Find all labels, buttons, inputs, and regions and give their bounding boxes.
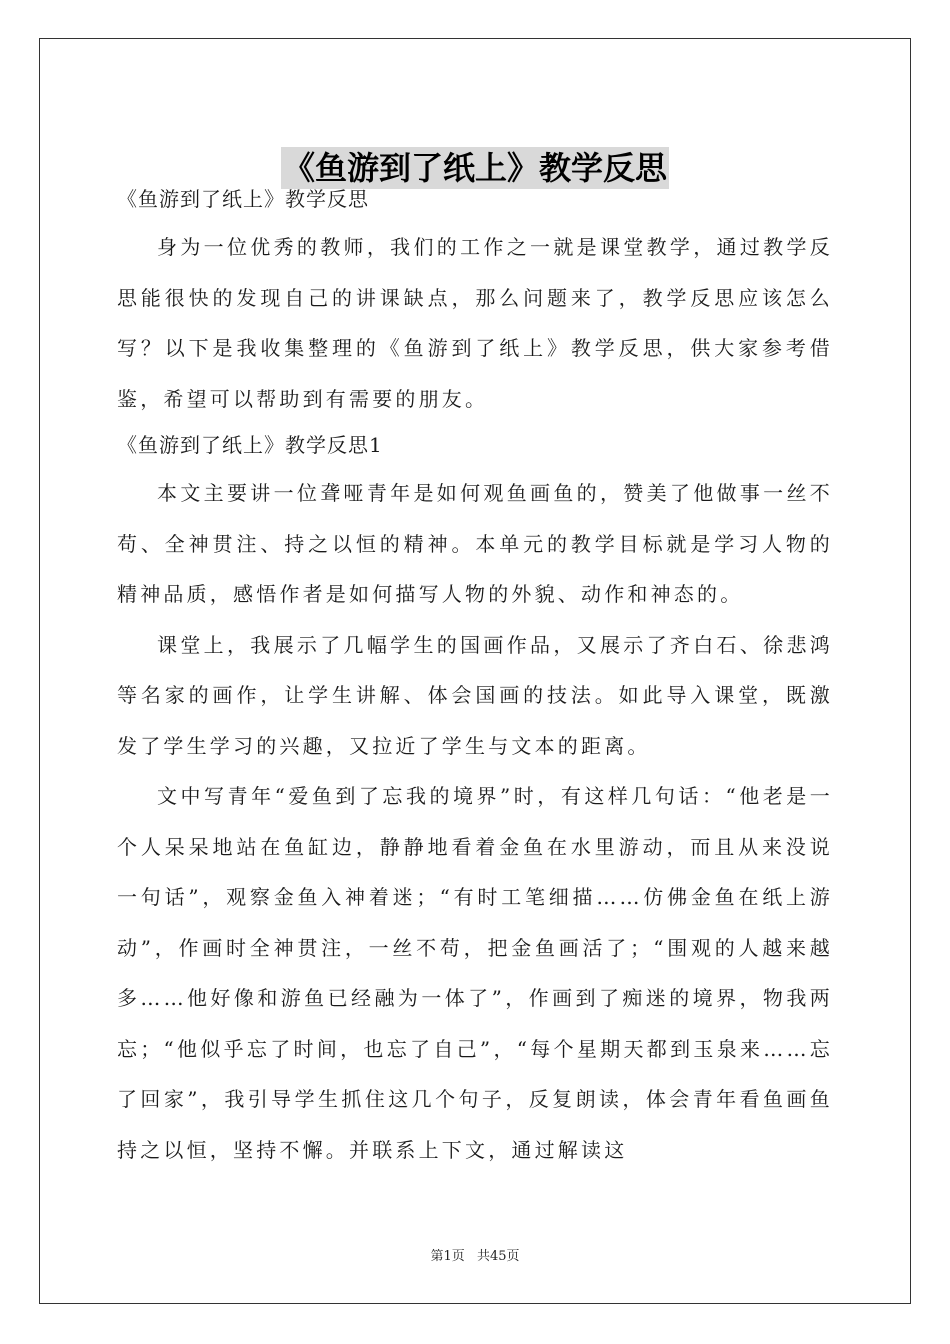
body-paragraph: 课堂上，我展示了几幅学生的国画作品，又展示了齐白石、徐悲鸿等名家的画作，让学生讲解、体会国画的技法。如此导入课堂，既激发了学生学习的兴趣，又拉近了学生与文本的距离。 (117, 632, 833, 758)
total-pages: 共45页 (476, 1249, 520, 1264)
body-paragraph: 本文主要讲一位聋哑青年是如何观鱼画鱼的，赞美了他做事一丝不苟、全神贯注、持之以恒的精神。本单元的教学目标就是学习人物的精神品质，感悟作者是如何描写人物的外貌、动作和神态的。 (117, 481, 833, 606)
document-body (117, 180, 833, 1175)
page-number: 第1页 (430, 1249, 465, 1264)
document-title: 《鱼游到了纸上》教学反思 (282, 149, 667, 188)
intro-paragraph: 身为一位优秀的教师，我们的工作之一就是课堂教学，通过教学反思能很快的发现自己的讲课缺点，那么问题来了，教学反思应该怎么写？以下是我收集整理的《鱼游到了纸上》教学反思，供大家参考借鉴，希望可以帮助到有需要的朋友。 (117, 235, 833, 411)
body-paragraph: 文中写青年“爱鱼到了忘我的境界”时，有这样几句话：“他老是一个人呆呆地站在鱼缸边，静静地看着金鱼在水里游动，而且从来没说一句话”，观察金鱼入神着迷；“有时工笔细描……仿佛金鱼在纸上游动”，作画时全神贯注，一丝不苟，把金鱼画活了；“围观的人越来越多……他好像和游鱼已经融为一体了”，作画到了痴迷的境界，物我两忘；“他似乎忘了时间，也忘了自己”，“每个星期天都到玉泉来……忘了回家”，我引导学生抓住这几个句子，反复朗读，体会青年看鱼画鱼持之以恒，坚持不懈。并联系上下文，通过解读这 (117, 784, 833, 1162)
page-footer (0, 1245, 950, 1264)
subtitle-heading: 《鱼游到了纸上》教学反思 (117, 187, 369, 211)
section-heading: 《鱼游到了纸上》教学反思1 (117, 433, 383, 457)
